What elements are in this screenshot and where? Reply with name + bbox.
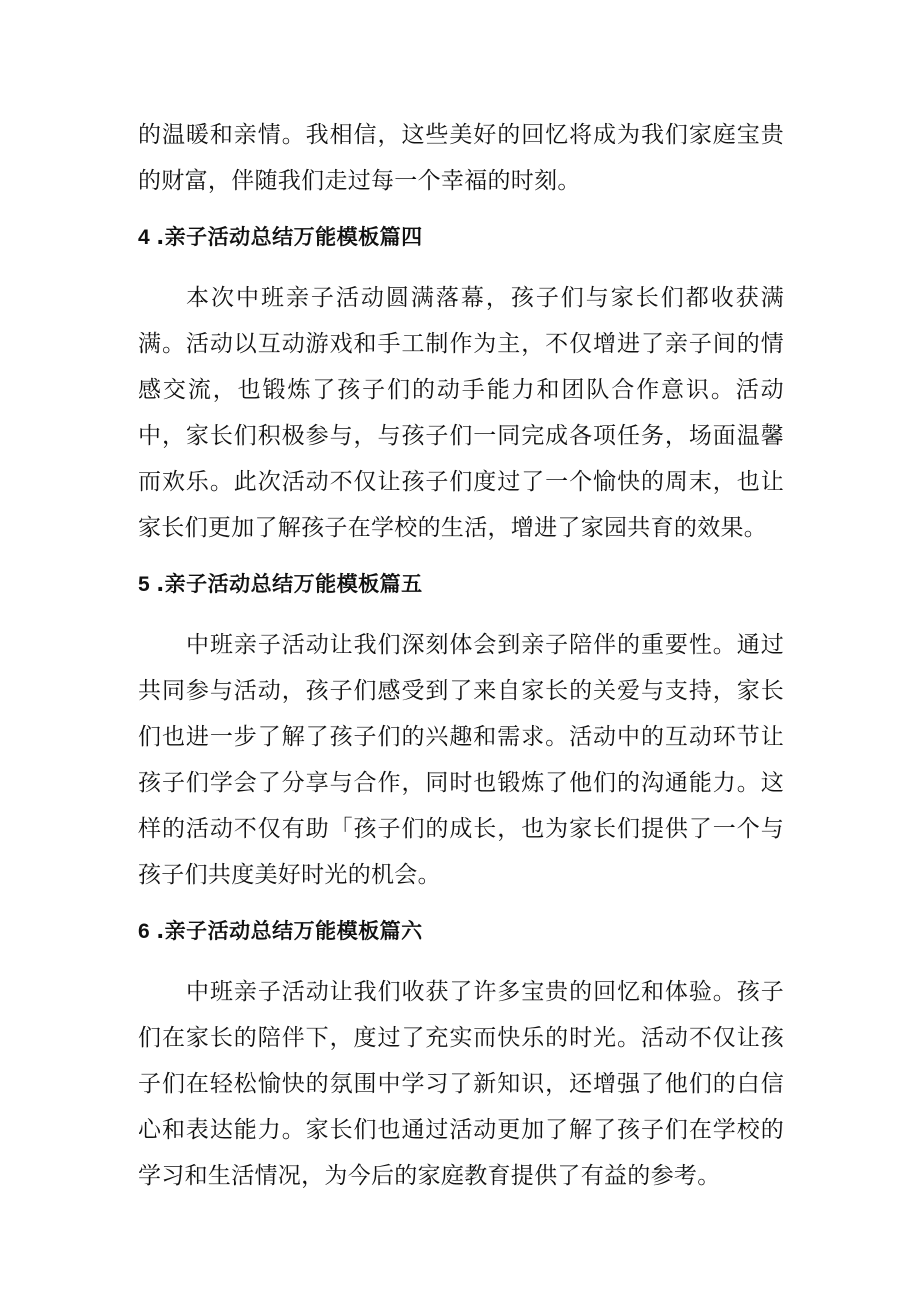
document-content	[138, 112, 784, 1199]
section-5-title: .亲子活动总结万能模板篇五	[156, 572, 423, 596]
section-5-number: 5	[138, 573, 151, 596]
section-5-body: 中班亲子活动让我们深刻体会到亲子陪伴的重要性。通过共同参与活动，孩子们感受到了来自家长的关爱与支持，家长们也进一步了解了孩子们的兴趣和需求。活动中的互动环节让孩子们学会了分享与合作，同时也锻炼了他们的沟通能力。这样的活动不仅有助「孩子们的成长，也为家长们提供了一个与孩子们共度美好时光的机会。	[138, 632, 784, 888]
section-6-title: .亲子活动总结万能模板篇六	[156, 919, 423, 943]
section-6-body: 中班亲子活动让我们收获了许多宝贵的回忆和体验。孩子们在家长的陪伴下，度过了充实而快乐的时光。活动不仅让孩子们在轻松愉快的氛围中学习了新知识，还增强了他们的白信心和表达能力。家长们也通过活动更加了解了孩子们在学校的学习和生活情况，为今后的家庭教育提供了有益的参考。	[138, 979, 784, 1189]
section-5-heading	[138, 561, 784, 608]
section-4-title: .亲子活动总结万能模板篇四	[156, 225, 423, 249]
section-6-number: 6	[138, 920, 151, 943]
section-6-heading	[138, 908, 784, 955]
section-4-heading	[138, 214, 784, 261]
intro-paragraph: 的温暖和亲情。我相信，这些美好的回忆将成为我们家庭宝贵的财富，伴随我们走过每一个幸福的时刻。	[138, 122, 784, 194]
section-4-number: 4	[138, 226, 151, 249]
section-4-body: 本次中班亲子活动圆满落幕，孩子们与家长们都收获满满。活动以互动游戏和手工制作为主，不仅增进了亲子间的情感交流，也锻炼了孩子们的动手能力和团队合作意识。活动中，家长们积极参与，与孩子们一同完成各项任务，场面温馨而欢乐。此次活动不仅让孩子们度过了一个愉快的周末，也让家长们更加了解孩子在学校的生活，增进了家园共育的效果。	[138, 285, 784, 541]
